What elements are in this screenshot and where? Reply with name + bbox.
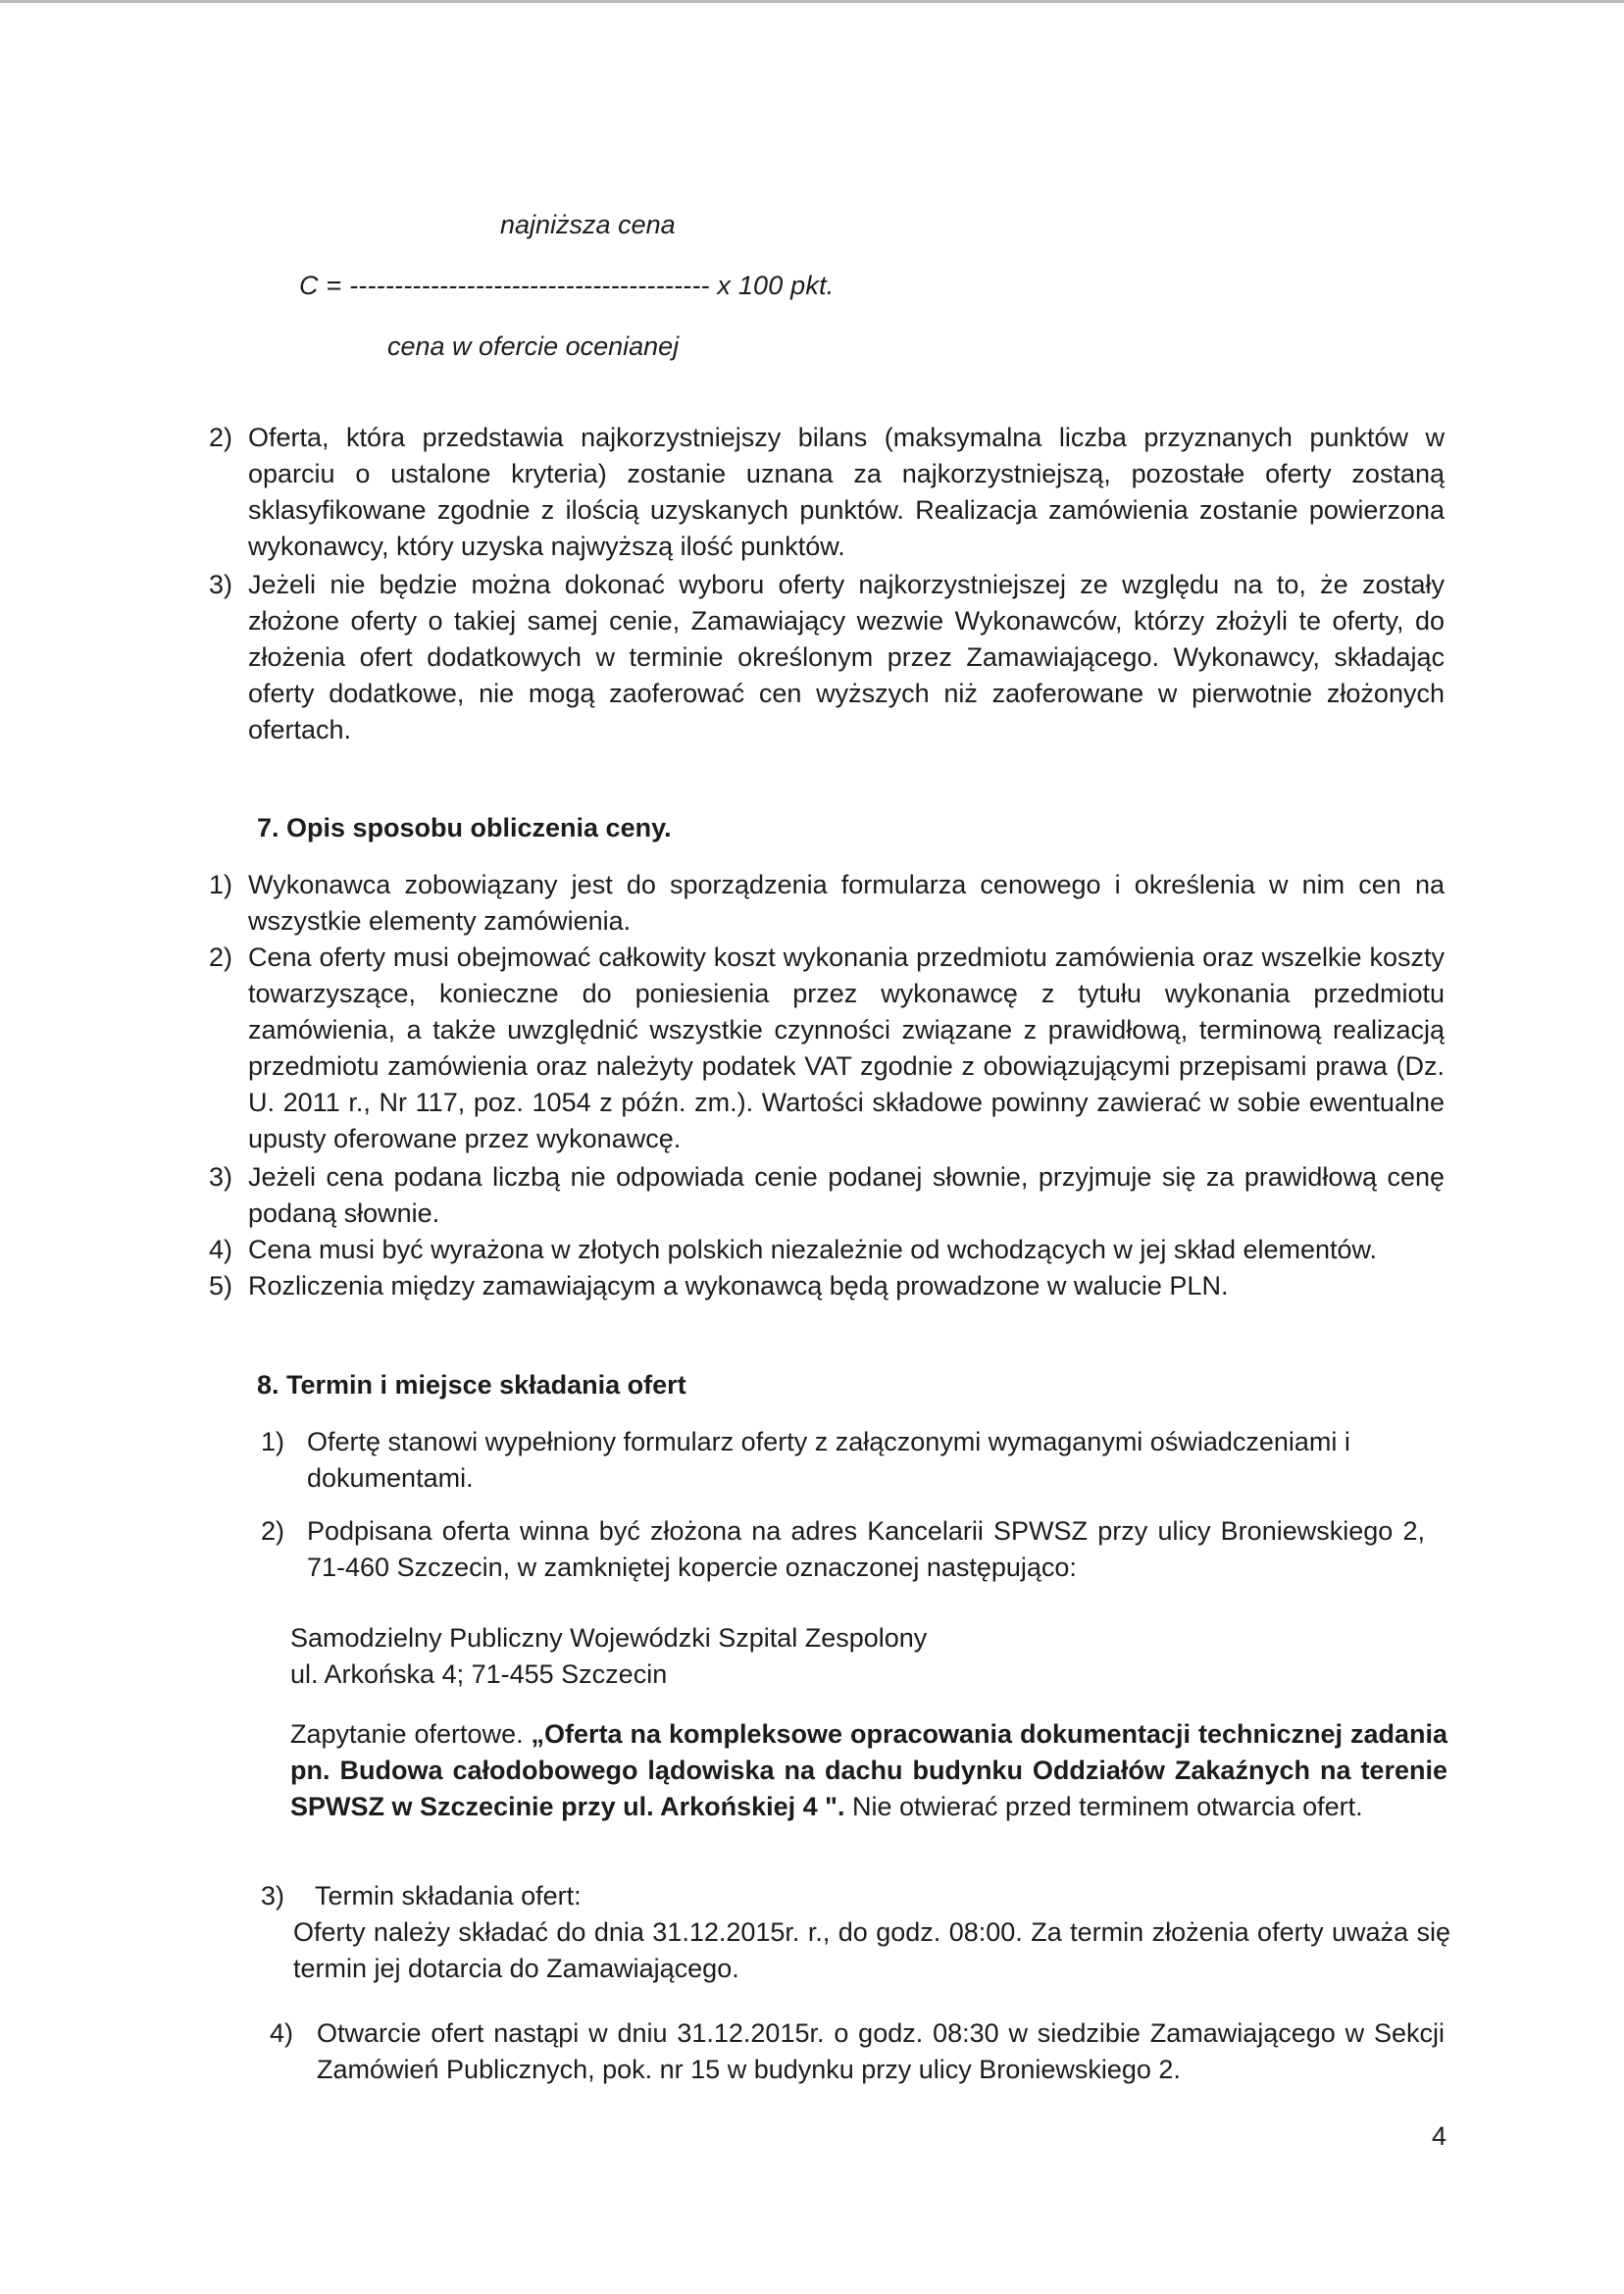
list-item	[261, 1878, 1450, 1987]
item-text: Podpisana oferta winna być złożona na adres Kancelarii SPWSZ przy ulicy Broniewskiego 2, 71-460 Szczecin, w zamkniętej kopercie oznaczonej następująco:	[307, 1516, 1425, 1582]
item-number: 5)	[209, 1271, 233, 1300]
inquiry-paragraph	[290, 1716, 1447, 1825]
formula-equation: C = ---------------------------------------- x 100 pkt.	[299, 271, 835, 300]
item-text: Oferta, która przedstawia najkorzystniejszy bilans (maksymalna liczba przyznanych punktów w oparciu o ustalone kryteria) zostanie uznana za najkorzystniejszą, pozostałe oferty zostaną sklasyfikowane zgodnie z ilością uzyskanych punktów. Realizacja zamówienia zostanie powierzona wykonawcy, który uzyska najwyższą ilość punktów.	[248, 423, 1445, 561]
item-number: 4)	[209, 1235, 233, 1264]
item-number: 2)	[209, 943, 233, 972]
item-number: 3)	[209, 570, 233, 599]
item-text: Oferty należy składać do dnia 31.12.2015r. r., do godz. 08:00. Za termin złożenia oferty uważa się termin jej dotarcia do Zamawiającego.	[293, 1917, 1450, 1983]
list-item	[270, 2015, 1446, 2088]
list-item	[261, 1513, 1428, 1586]
list-item	[209, 1268, 1425, 1304]
item-number: 2)	[209, 423, 233, 452]
item-text: Jeżeli cena podana liczbą nie odpowiada cenie podanej słownie, przyjmuje się za prawidłową cenę podaną słownie.	[248, 1162, 1445, 1228]
item-text: Cena oferty musi obejmować całkowity koszt wykonania przedmiotu zamówienia oraz wszelkie koszty towarzyszące, konieczne do poniesienia przez wykonawcę z tytułu wykonania przedmiotu zamówienia, a także uwzględnić wszystkie czynności związane z prawidłową, terminową realizacją przedmiotu zamówienia oraz należyty podatek VAT zgodnie z obowiązującymi przepisami prawa (Dz. U. 2011 r., Nr 117, poz. 1054 z późn. zm.). Wartości składowe powinny zawierać w sobie ewentualne upusty oferowane przez wykonawcę.	[248, 943, 1445, 1153]
list-item	[209, 420, 1445, 565]
item-number: 1)	[209, 870, 233, 899]
list-item	[209, 567, 1445, 748]
item-number: 2)	[261, 1516, 285, 1546]
item-text: Otwarcie ofert nastąpi w dniu 31.12.2015r. o godz. 08:30 w siedzibie Zamawiającego w Sekcji Zamówień Publicznych, pok. nr 15 w budynku przy ulicy Broniewskiego 2.	[317, 2018, 1445, 2084]
formula-numerator: najniższa cena	[500, 210, 676, 239]
scan-top-border	[0, 0, 1624, 3]
list-item	[261, 1424, 1428, 1497]
address-line: ul. Arkońska 4; 71-455 Szczecin	[290, 1659, 668, 1689]
inquiry-title: „Oferta na kompleksowe opracowania dokumentacji technicznej zadania pn. Budowa całodobowego lądowiska na dachu budynku Oddziałów Zakaźnych na terenie SPWSZ w Szczecinie przy ul. Arkońskiej 4 ".	[290, 1719, 1448, 1821]
list-item	[209, 1159, 1445, 1232]
list-item	[209, 940, 1445, 1157]
item-number: 3)	[209, 1162, 233, 1192]
item-number: 4)	[270, 2018, 294, 2048]
item-text: Cena musi być wyrażona w złotych polskich niezależnie od wchodzących w jej skład elementów.	[248, 1235, 1378, 1264]
section-heading: 7. Opis sposobu obliczenia ceny.	[257, 813, 672, 842]
item-text: Wykonawca zobowiązany jest do sporządzenia formularza cenowego i określenia w nim cen na wszystkie elementy zamówienia.	[248, 870, 1445, 936]
inquiry-suffix: Nie otwierać przed terminem otwarcia ofert.	[844, 1792, 1363, 1821]
item-title: Termin składania ofert:	[315, 1881, 582, 1911]
list-item	[209, 1232, 1425, 1268]
section-heading: 8. Termin i miejsce składania ofert	[257, 1370, 686, 1400]
item-number: 3)	[261, 1881, 285, 1911]
item-number: 1)	[261, 1427, 285, 1456]
list-item	[209, 867, 1445, 940]
address-line: Samodzielny Publiczny Wojewódzki Szpital Zespolony	[290, 1623, 928, 1653]
formula-denominator: cena w ofercie ocenianej	[387, 331, 680, 361]
item-text: Jeżeli nie będzie można dokonać wyboru oferty najkorzystniejszej ze względu na to, że zostały złożone oferty o takiej samej cenie, Zamawiający wezwie Wykonawców, którzy złożyli te oferty, do złożenia ofert dodatkowych w terminie określonym przez Zamawiającego. Wykonawcy, składając oferty dodatkowe, nie mogą zaoferować cen wyższych niż zaoferowane w pierwotnie złożonych ofertach.	[248, 570, 1445, 744]
page-number: 4	[1432, 2121, 1447, 2151]
inquiry-prefix: Zapytanie ofertowe.	[290, 1719, 532, 1749]
item-text: Rozliczenia między zamawiającym a wykonawcą będą prowadzone w walucie PLN.	[248, 1271, 1229, 1300]
item-text: Ofertę stanowi wypełniony formularz oferty z załączonymi wymaganymi oświadczeniami i dokumentami.	[307, 1427, 1350, 1493]
